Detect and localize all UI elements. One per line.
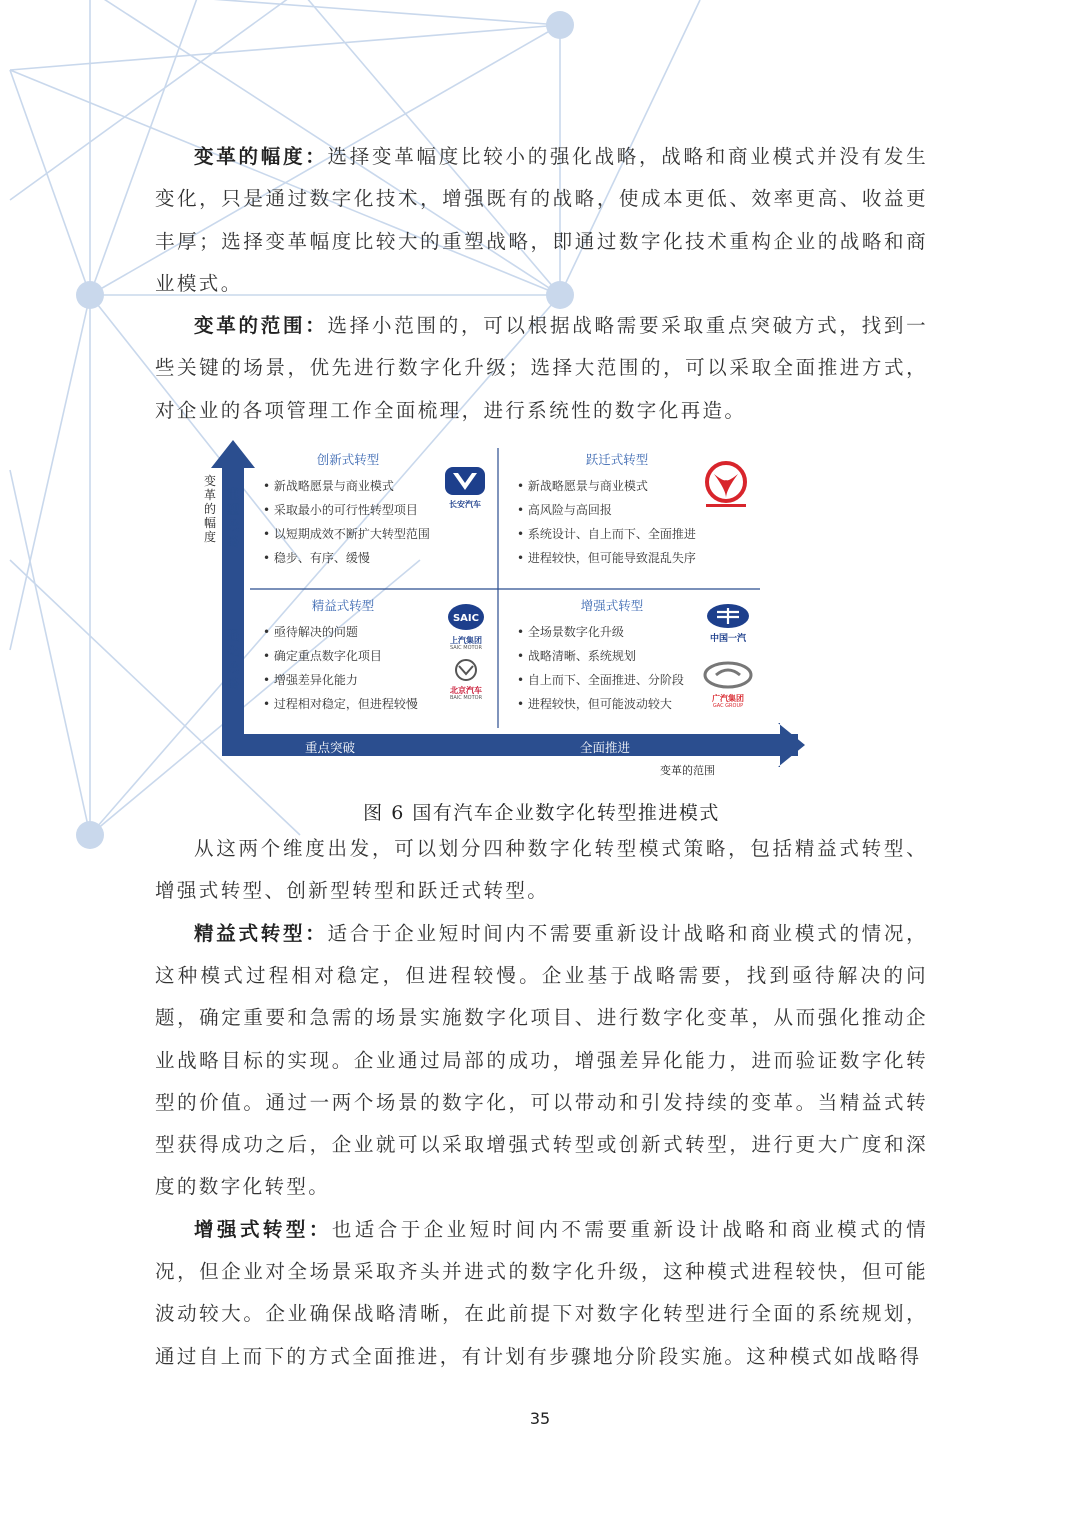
x-left-label: 重点突破 (305, 740, 356, 756)
list-item: • 高风险与高回报 (517, 498, 757, 522)
saic-logo (438, 602, 494, 651)
baic-name-en: BAIC MOTOR (449, 695, 483, 702)
x-right-label: 全面推进 (580, 740, 631, 756)
gac-name: 广汽集团 (712, 694, 744, 704)
list-item: • 亟待解决的问题 (263, 620, 493, 644)
saic-name-en: SAIC MOTOR (450, 645, 482, 652)
quadrant-title: 精益式转型 (311, 598, 375, 614)
gac-logo-icon (702, 660, 754, 690)
y-axis-label: 变革的幅度 (203, 474, 216, 545)
paragraph-text: 选择变革幅度比较小的强化战略，战略和商业模式并没有发生变化，只是通过数字化技术，增强既有的战略，使成本更低、效率更高、收益更丰厚；选择变革幅度比较大的重塑战略，即通过数字化技术重构企业的战略和商业模式。 (155, 145, 928, 295)
paragraph-text: 适合于企业短时间内不需要重新设计战略和商业模式的情况，这种模式过程相对稳定，但进程较慢。企业基于战略需要，找到亟待解决的问题，确定重要和急需的场景实施数字化项目、进行数字化变革，从而强化推动企业战略目标的实现。企业通过局部的成功，增强差异化能力，进而验证数字化转型的价值。通过一两个场景的数字化，可以带动和引发持续的变革。当精益式转型获得成功之后，企业就可以采取增强式转型或创新式转型，进行更大广度和深度的数字化转型。 (155, 921, 928, 1199)
gac-name-en: GAC GROUP (712, 703, 744, 710)
list-item: • 以短期成效不断扩大转型范围 (263, 522, 493, 546)
list-item: • 确定重点数字化项目 (263, 644, 493, 668)
paragraph-text: 从这两个维度出发，可以划分四种数字化转型模式策略，包括精益式转型、增强式转型、创新型转型和跃迁式转型。 (155, 837, 928, 903)
saic-logo-icon (446, 602, 486, 632)
list-item: • 自上而下、全面推进、分阶段 (517, 668, 757, 692)
y-top-label: 重塑战略 (226, 486, 240, 550)
paragraph-text: 选择小范围的，可以根据战略需要采取重点突破方式，找到一些关键的场景，优先进行数字化升级；选择大范围的，可以采取全面推进方式，对企业的各项管理工作全面梳理，进行系统性的数字化再造。 (155, 314, 928, 422)
list-item: • 进程较快，但可能导致混乱失序 (517, 546, 757, 570)
figure-caption: 图 6 国有汽车企业数字化转型推进模式 (363, 802, 720, 825)
list-item: • 稳步、有序、缓慢 (263, 546, 493, 570)
figure-transformation-matrix (155, 438, 928, 794)
baic-name: 北京汽车 (450, 686, 482, 696)
quadrant-title: 跃迁式转型 (585, 452, 649, 468)
list-item: • 进程较快，但可能波动较大 (517, 692, 757, 716)
baic-logo (438, 658, 494, 701)
changan-logo (440, 466, 490, 510)
paragraph-intro (155, 828, 928, 913)
faw-name: 中国一汽 (709, 634, 746, 645)
paragraph-scope (155, 305, 928, 432)
paragraph-lead: 增强式转型： (194, 1217, 332, 1241)
x-axis-label: 变革的范围 (660, 764, 715, 778)
changan-logo-icon (444, 466, 486, 496)
list-item: • 系统设计、自上而下、全面推进 (517, 522, 757, 546)
list-item: • 全场景数字化升级 (517, 620, 757, 644)
list-item: • 新战略愿景与商业模式 (517, 474, 757, 498)
list-item: • 增强差异化能力 (263, 668, 493, 692)
list-item: • 过程相对稳定，但进程较慢 (263, 692, 493, 716)
paragraph-text: 也适合于企业短时间内不需要重新设计战略和商业模式的情况，但企业对全场景采取齐头并进式的数字化升级，这种模式进程较快，但可能波动较大。企业确保战略清晰，在此前提下对数字化转型进行全面的系统规划，通过自上而下的方式全面推进，有计划有步骤地分阶段实施。这种模式如战略得 (155, 1217, 928, 1368)
page-number: 35 (529, 1409, 551, 1428)
x-axis-arrow (778, 723, 805, 767)
list-item: • 新战略愿景与商业模式 (263, 474, 493, 498)
page-content (155, 136, 928, 1378)
faw-logo-icon (705, 602, 751, 630)
saic-name: 上汽集团 (450, 636, 482, 646)
changan-name: 长安汽车 (449, 500, 481, 510)
y-axis-arrow (211, 440, 255, 468)
paragraph-lead: 精益式转型： (194, 921, 328, 945)
paragraph-magnitude (155, 136, 928, 305)
list-item: • 战略清晰、系统规划 (517, 644, 757, 668)
paragraph-lead: 变革的幅度： (194, 145, 328, 168)
dongfeng-logo-icon (698, 460, 754, 510)
saic-mark: SAIC (452, 613, 480, 625)
list-item: • 采取最小的可行性转型项目 (263, 498, 493, 522)
faw-logo (700, 602, 756, 645)
quadrant-title: 增强式转型 (580, 598, 644, 614)
baic-logo-icon (446, 658, 486, 682)
gac-logo (700, 660, 756, 709)
quadrant-title: 创新式转型 (316, 452, 380, 468)
dongfeng-logo (695, 460, 757, 514)
paragraph-lead: 变革的范围： (194, 314, 328, 338)
y-bottom-label: 强化战略 (226, 628, 240, 692)
paragraph-lean (155, 913, 928, 1209)
paragraph-enhance (155, 1209, 928, 1378)
